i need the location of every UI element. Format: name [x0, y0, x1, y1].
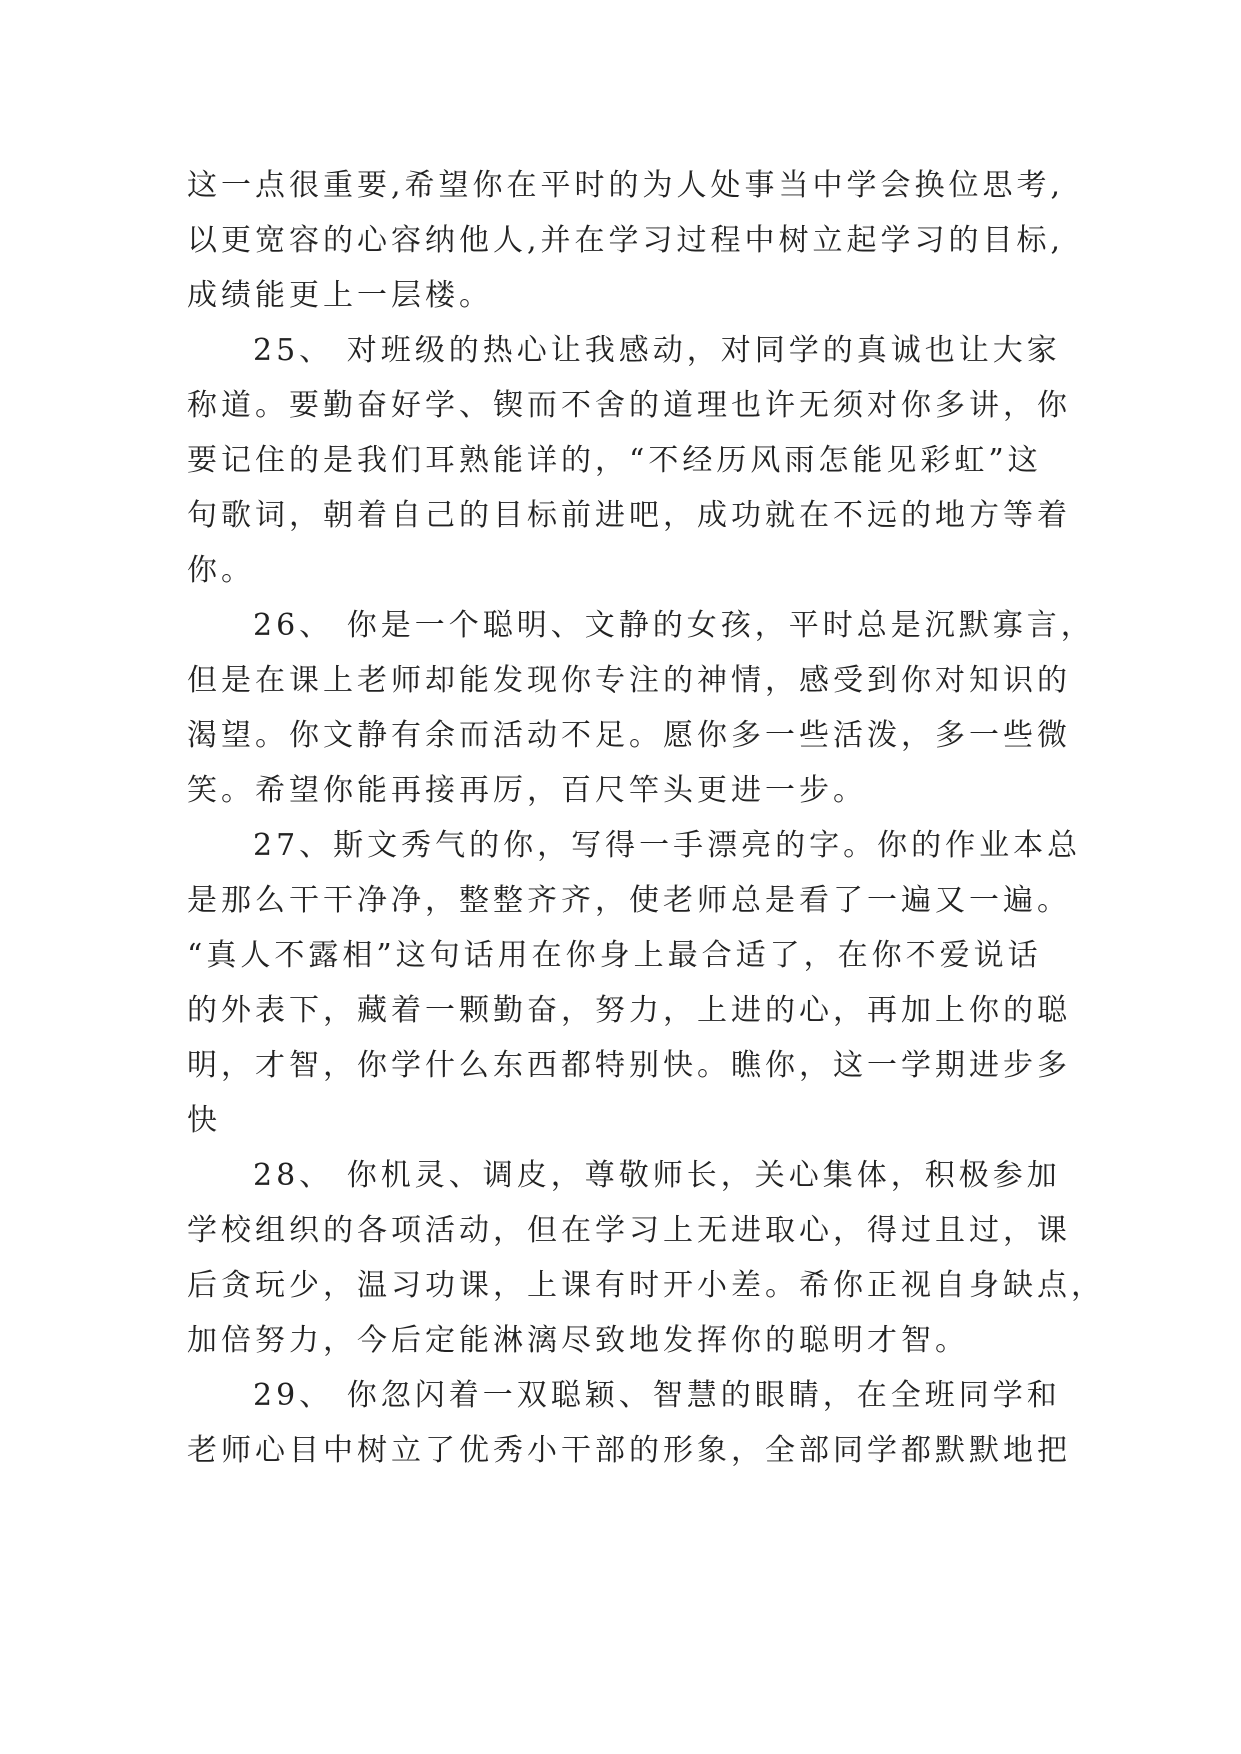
text-line: 加倍努力，今后定能淋漓尽致地发挥你的聪明才智。	[187, 1323, 969, 1358]
text-line: 但是在课上老师却能发现你专注的神情，感受到你对知识的	[187, 663, 1071, 698]
paragraph-28	[187, 1148, 1105, 1368]
text-line: “真人不露相”这句话用在你身上最合适了，在你不爱说话	[187, 938, 1042, 973]
text-line: 称道。要勤奋好学、锲而不舍的道理也许无须对你多讲，你	[187, 388, 1071, 423]
text-line: 26、 你是一个聪明、文静的女孩，平时总是沉默寡言，	[253, 608, 1095, 643]
paragraph-29	[187, 1368, 1077, 1478]
text-line: 老师心目中树立了优秀小干部的形象，全部同学都默默地把	[187, 1433, 1071, 1468]
document-body	[187, 158, 1105, 1478]
text-line: 29、 你忽闪着一双聪颖、智慧的眼睛，在全班同学和	[253, 1378, 1061, 1413]
text-line: 明，才智，你学什么东西都特别快。瞧你，这一学期进步多	[187, 1048, 1071, 1083]
text-line: 28、 你机灵、调皮，尊敬师长，关心集体，积极参加	[253, 1158, 1061, 1193]
text-line: 笑。希望你能再接再厉，百尺竿头更进一步。	[187, 773, 867, 808]
text-line: 27、斯文秀气的你，写得一手漂亮的字。你的作业本总	[253, 828, 1082, 863]
text-line: 快	[187, 1103, 221, 1138]
text-line: 句歌词，朝着自己的目标前进吧，成功就在不远的地方等着	[187, 498, 1071, 533]
text-line: 以更宽容的心容纳他人,并在学习过程中树立起学习的目标,	[187, 223, 1065, 258]
paragraph-25	[187, 323, 1077, 598]
text-line: 学校组织的各项活动，但在学习上无进取心，得过且过，课	[187, 1213, 1071, 1248]
text-line: 是那么干干净净，整整齐齐，使老师总是看了一遍又一遍。	[187, 883, 1071, 918]
text-line: 要记住的是我们耳熟能详的，“不经历风雨怎能见彩虹”这	[187, 443, 1042, 478]
text-line: 这一点很重要,希望你在平时的为人处事当中学会换位思考,	[187, 168, 1065, 203]
text-line: 25、 对班级的热心让我感动，对同学的真诚也让大家	[253, 333, 1061, 368]
text-line: 的外表下，藏着一颗勤奋，努力，上进的心，再加上你的聪	[187, 993, 1071, 1028]
text-line: 你。	[187, 553, 255, 588]
paragraph-26	[187, 598, 1095, 818]
text-line: 后贪玩少，温习功课，上课有时开小差。希你正视自身缺点，	[187, 1268, 1105, 1303]
text-line: 渴望。你文静有余而活动不足。愿你多一些活泼，多一些微	[187, 718, 1071, 753]
text-line: 成绩能更上一层楼。	[187, 278, 493, 313]
paragraph-27	[187, 818, 1082, 1148]
paragraph-24-continued	[187, 158, 1077, 323]
